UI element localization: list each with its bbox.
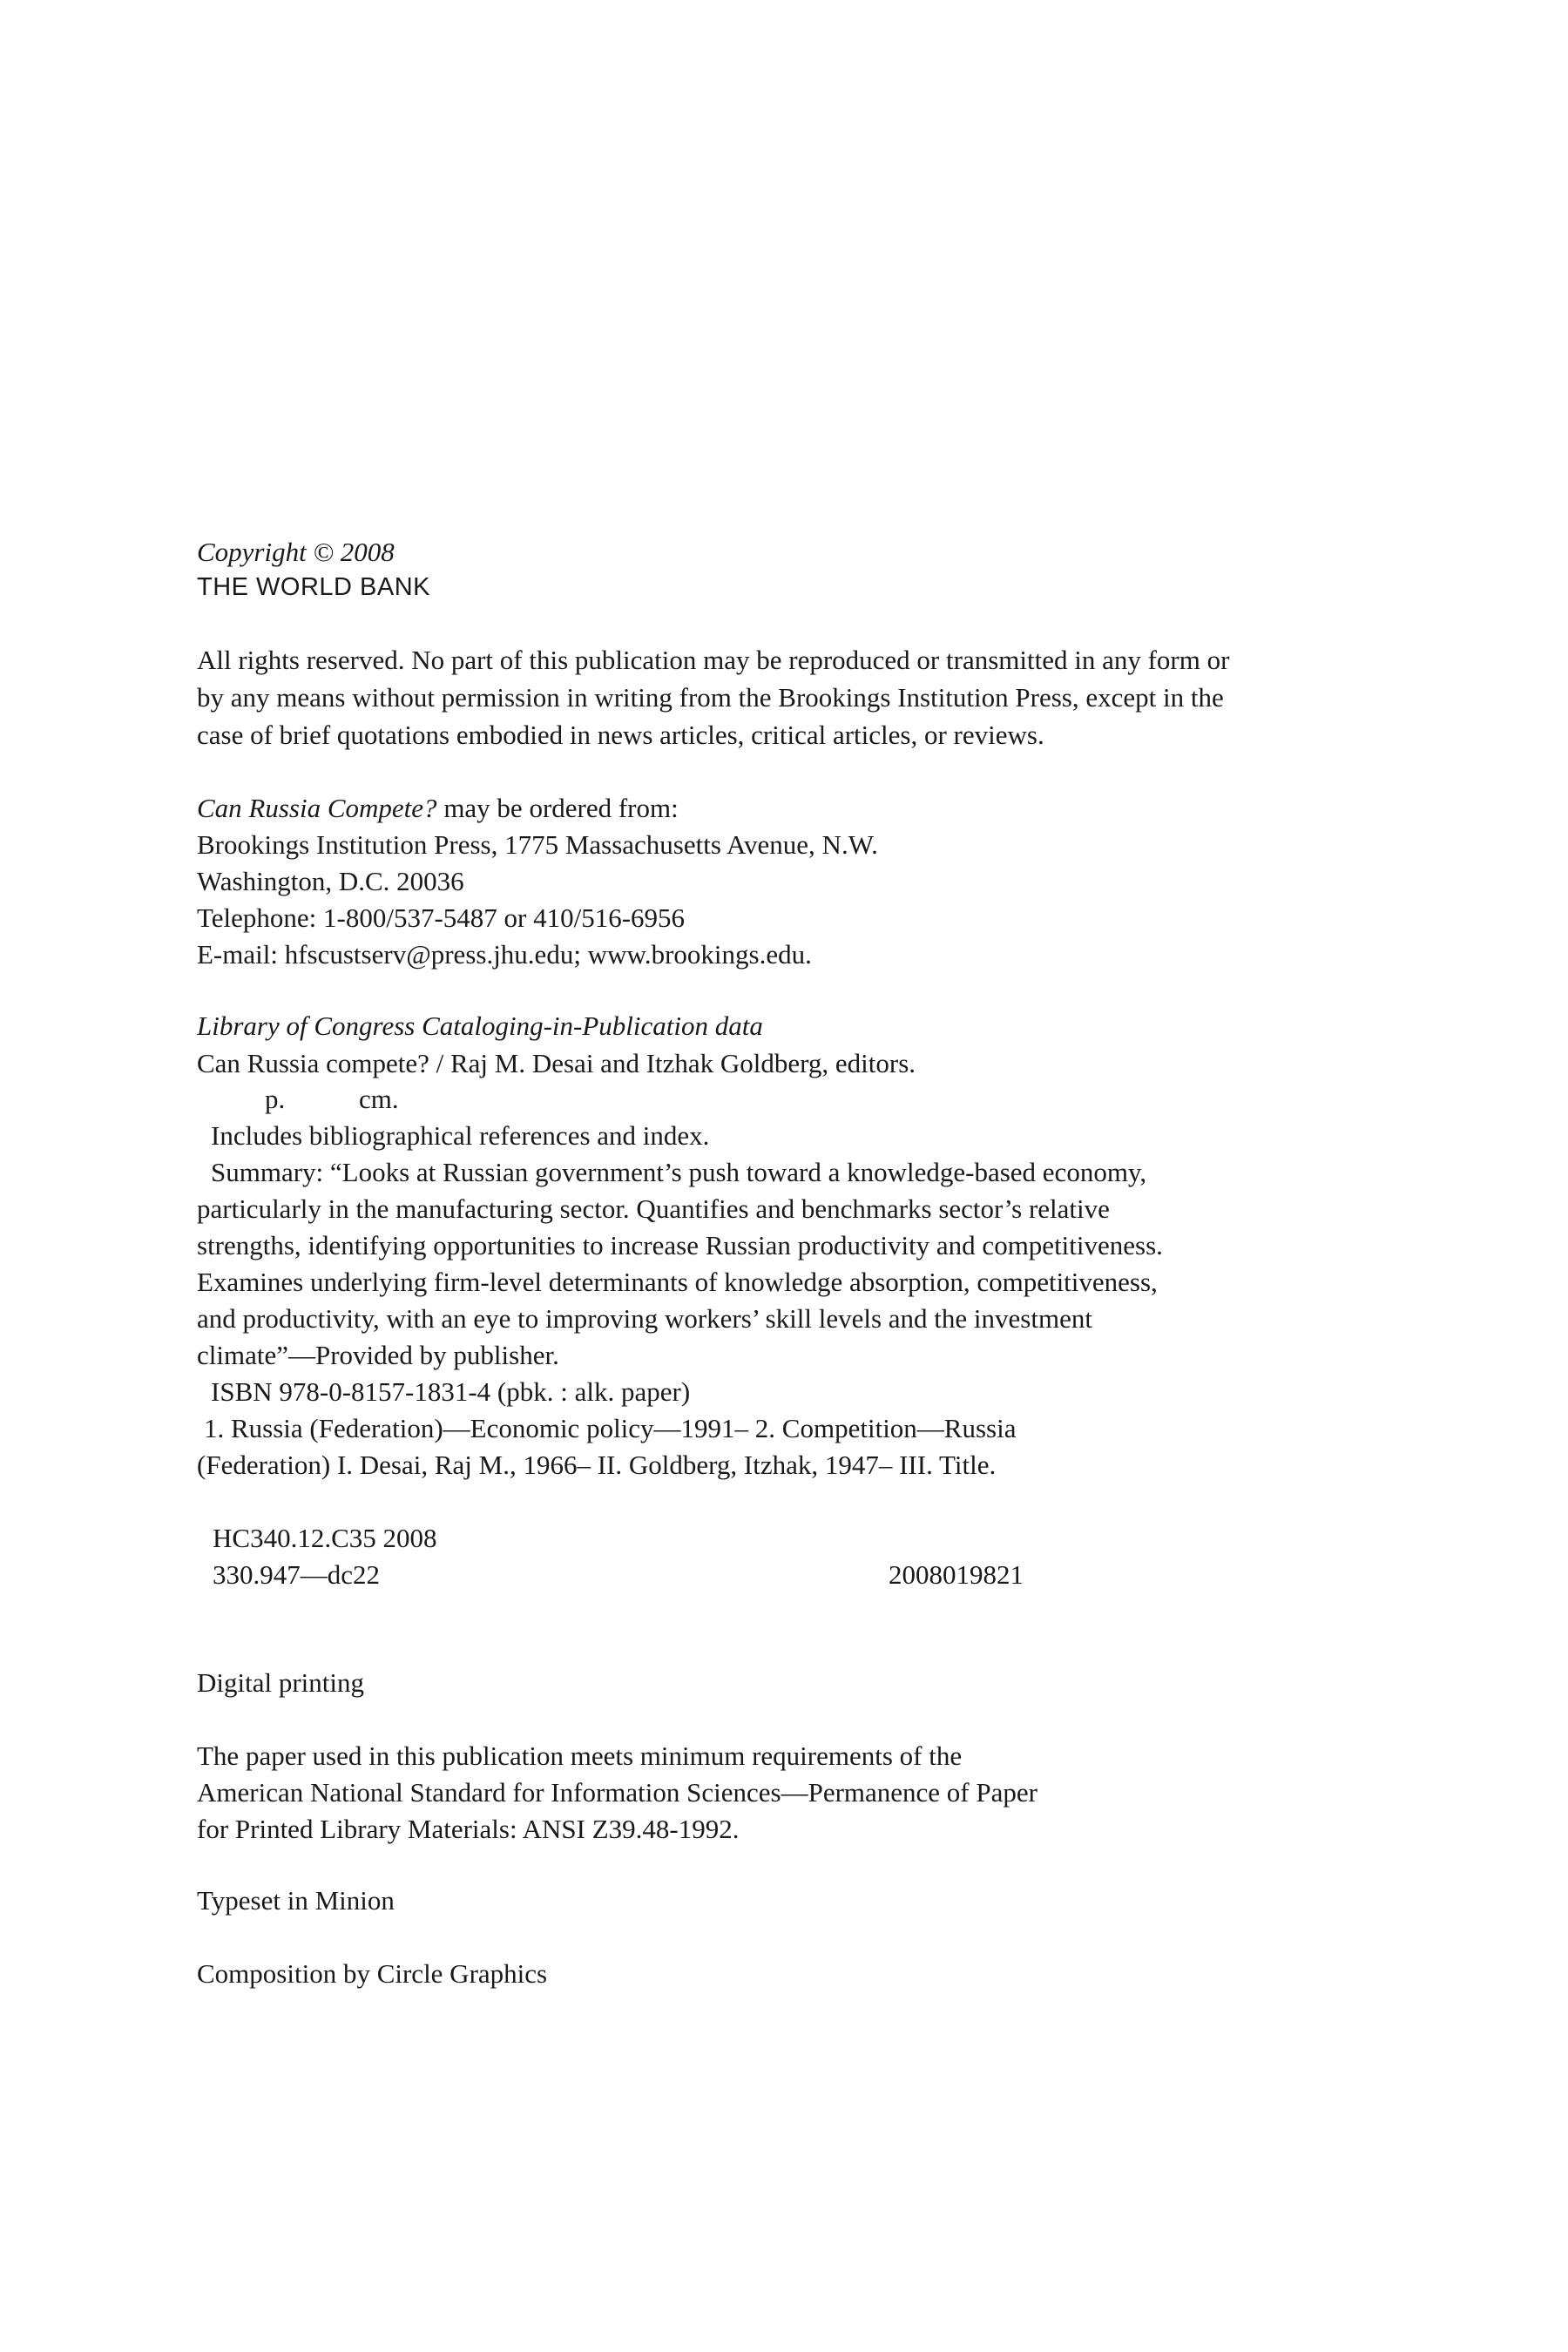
book-title: Can Russia Compete? bbox=[197, 793, 437, 823]
paper-line-3: for Printed Library Materials: ANSI Z39.48-1992. bbox=[197, 1814, 740, 1844]
cip-subject-2: (Federation) I. Desai, Raj M., 1966– II. Goldberg, Itzhak, 1947– III. Title. bbox=[197, 1450, 997, 1480]
paper-line-1: The paper used in this publication meets minimum requirements of the bbox=[197, 1740, 963, 1771]
rights-line-3: case of brief quotations embodied in news articles, critical articles, or reviews. bbox=[197, 720, 1044, 750]
rights-line-1: All rights reserved. No part of this publication may be reproduced or transmitted in any form or bbox=[197, 645, 1230, 675]
cip-summary-5: and productivity, with an eye to improving workers’ skill levels and the investment bbox=[197, 1303, 1092, 1334]
ordering-telephone: Telephone: 1-800/537-5487 or 410/516-6956 bbox=[197, 902, 686, 933]
cip-summary-2: particularly in the manufacturing sector. Quantifies and benchmarks sector’s relative bbox=[197, 1193, 1110, 1224]
ordering-suffix: may be ordered from: bbox=[436, 793, 679, 823]
cip-summary-6: climate”—Provided by publisher. bbox=[197, 1340, 559, 1370]
paper-line-2: American National Standard for Information Sciences—Permanence of Paper bbox=[197, 1777, 1037, 1808]
rights-line-2: by any means without permission in writing from the Brookings Institution Press, except in the bbox=[197, 682, 1224, 713]
cip-pages-label: p. bbox=[265, 1084, 286, 1114]
cip-dewey: 330.947—dc22 bbox=[213, 1559, 381, 1590]
cip-summary-3: strengths, identifying opportunities to increase Russian productivity and competitiveness. bbox=[197, 1230, 1163, 1260]
ordering-address: Brookings Institution Press, 1775 Massachusetts Avenue, N.W. bbox=[197, 829, 878, 860]
cip-lccn: 2008019821 bbox=[889, 1559, 1024, 1590]
cip-call-number: HC340.12.C35 2008 bbox=[213, 1523, 437, 1553]
typeset-note: Typeset in Minion bbox=[197, 1885, 395, 1916]
ordering-city: Washington, D.C. 20036 bbox=[197, 866, 464, 896]
cip-summary-1: Summary: “Looks at Russian government’s push toward a knowledge-based economy, bbox=[211, 1157, 1147, 1187]
cip-bibliography: Includes bibliographical references and index. bbox=[211, 1120, 710, 1151]
cip-heading: Library of Congress Cataloging-in-Publication data bbox=[197, 1010, 763, 1041]
copyright-line: Copyright © 2008 bbox=[197, 537, 395, 567]
ordering-heading bbox=[197, 794, 679, 821]
cip-isbn: ISBN 978-0-8157-1831-4 (pbk. : alk. paper) bbox=[211, 1376, 691, 1407]
composition-note: Composition by Circle Graphics bbox=[197, 1958, 548, 1989]
ordering-email: E-mail: hfscustserv@press.jhu.edu; www.brookings.edu. bbox=[197, 939, 812, 970]
printing-note: Digital printing bbox=[197, 1667, 365, 1698]
cip-cm-label: cm. bbox=[359, 1084, 399, 1114]
cip-subject-1: 1. Russia (Federation)—Economic policy—1991– 2. Competition—Russia bbox=[204, 1413, 1017, 1443]
cip-title-line: Can Russia compete? / Raj M. Desai and Itzhak Goldberg, editors. bbox=[197, 1048, 916, 1078]
cip-summary-4: Examines underlying firm-level determinants of knowledge absorption, competitiveness, bbox=[197, 1267, 1158, 1297]
publisher-name: THE WORLD BANK bbox=[197, 573, 431, 601]
